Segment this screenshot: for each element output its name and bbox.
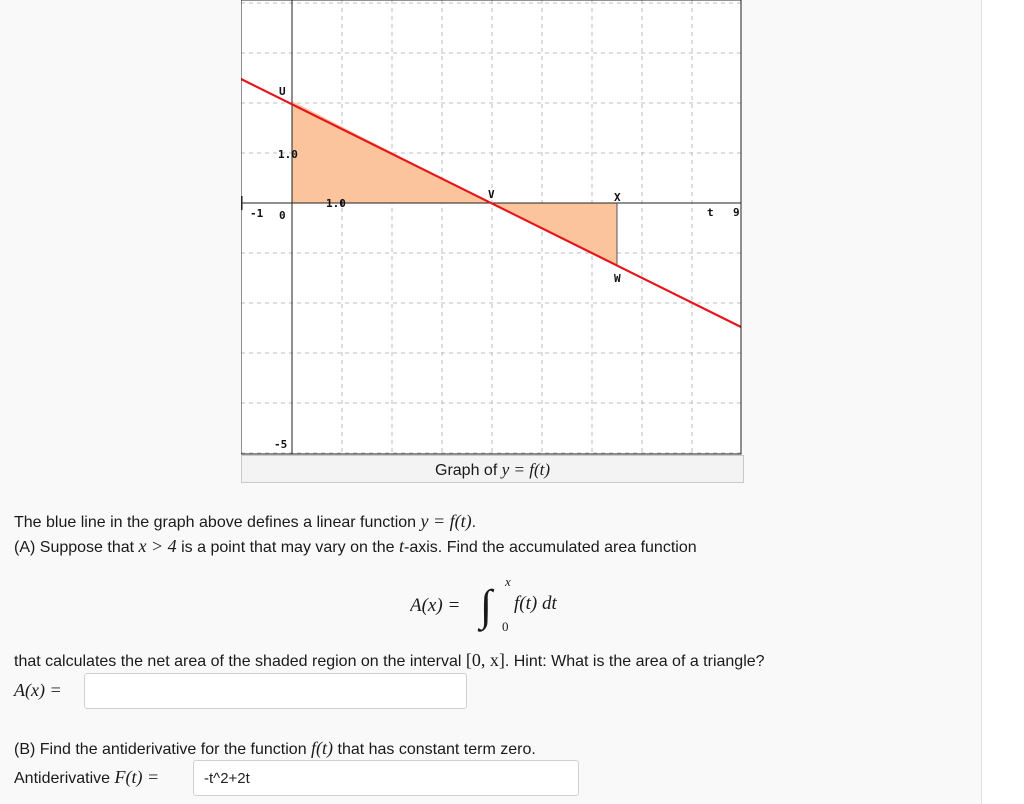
graph-container — [241, 0, 744, 484]
part-b-text-a: (B) Find the antiderivative for the function — [14, 741, 312, 758]
intro-math: y = f(t) — [420, 511, 472, 531]
t-axis-label: t — [707, 206, 714, 219]
answer-a-label-math: A(x) = — [14, 680, 62, 700]
tick-label-neg-five: -5 — [274, 438, 288, 451]
answer-a-input[interactable] — [84, 673, 467, 709]
formula-lower-limit: 0 — [502, 619, 509, 634]
part-a-text-b: is a point that may vary on the — [176, 539, 399, 556]
integral-formula — [410, 574, 610, 634]
part-a-math-x: x > 4 — [138, 536, 177, 556]
tick-label-zero: 0 — [279, 209, 286, 222]
plot-background — [241, 0, 741, 454]
graph-plot — [241, 0, 744, 458]
integral-sign-icon: ∫ — [480, 581, 493, 630]
point-label-w: W — [614, 272, 621, 285]
part-b-text-b: that has constant term zero. — [333, 741, 536, 758]
tick-label-neg-one: -1 — [250, 207, 264, 220]
point-label-x: X — [614, 191, 621, 204]
intro-text-a: The blue line in the graph above defines a linear function — [14, 514, 421, 531]
explain-text-b: . Hint: What is the area of a triangle? — [504, 653, 765, 670]
part-a-text-c: -axis. Find the accumulated area function — [404, 539, 697, 556]
part-a-text-a: (A) Suppose that — [14, 539, 139, 556]
formula-upper-limit: x — [505, 574, 511, 589]
explain-text-a: that calculates the net area of the shaded region on the interval — [14, 653, 466, 670]
explain-text — [14, 650, 765, 671]
formula-integrand: f(t) dt — [514, 593, 557, 614]
tick-label-nine: 9 — [733, 206, 740, 219]
graph-caption — [241, 455, 744, 483]
answer-a-label — [14, 680, 62, 701]
answer-b-label — [14, 767, 159, 788]
tick-label-x-one: 1.0 — [326, 197, 346, 210]
intro-text — [14, 511, 476, 532]
answer-b-label-math: F(t) = — [114, 767, 160, 787]
point-label-v: V — [488, 188, 495, 201]
part-b-prompt — [14, 738, 536, 759]
part-a-prompt — [14, 536, 697, 557]
answer-b-label-text: Antiderivative — [14, 770, 115, 787]
explain-math-interval: [0, x] — [465, 650, 505, 670]
graph-caption-text: Graph of — [435, 462, 502, 479]
formula-lhs: A(x) = — [410, 595, 461, 616]
tick-label-y-one: 1.0 — [278, 148, 298, 161]
answer-b-input[interactable] — [193, 760, 579, 796]
intro-text-end: . — [471, 514, 477, 531]
point-label-u: U — [279, 85, 286, 98]
part-b-math: f(t) — [311, 738, 334, 758]
part-a-math-t: t — [399, 536, 405, 556]
graph-caption-math: y = f(t) — [501, 460, 550, 479]
